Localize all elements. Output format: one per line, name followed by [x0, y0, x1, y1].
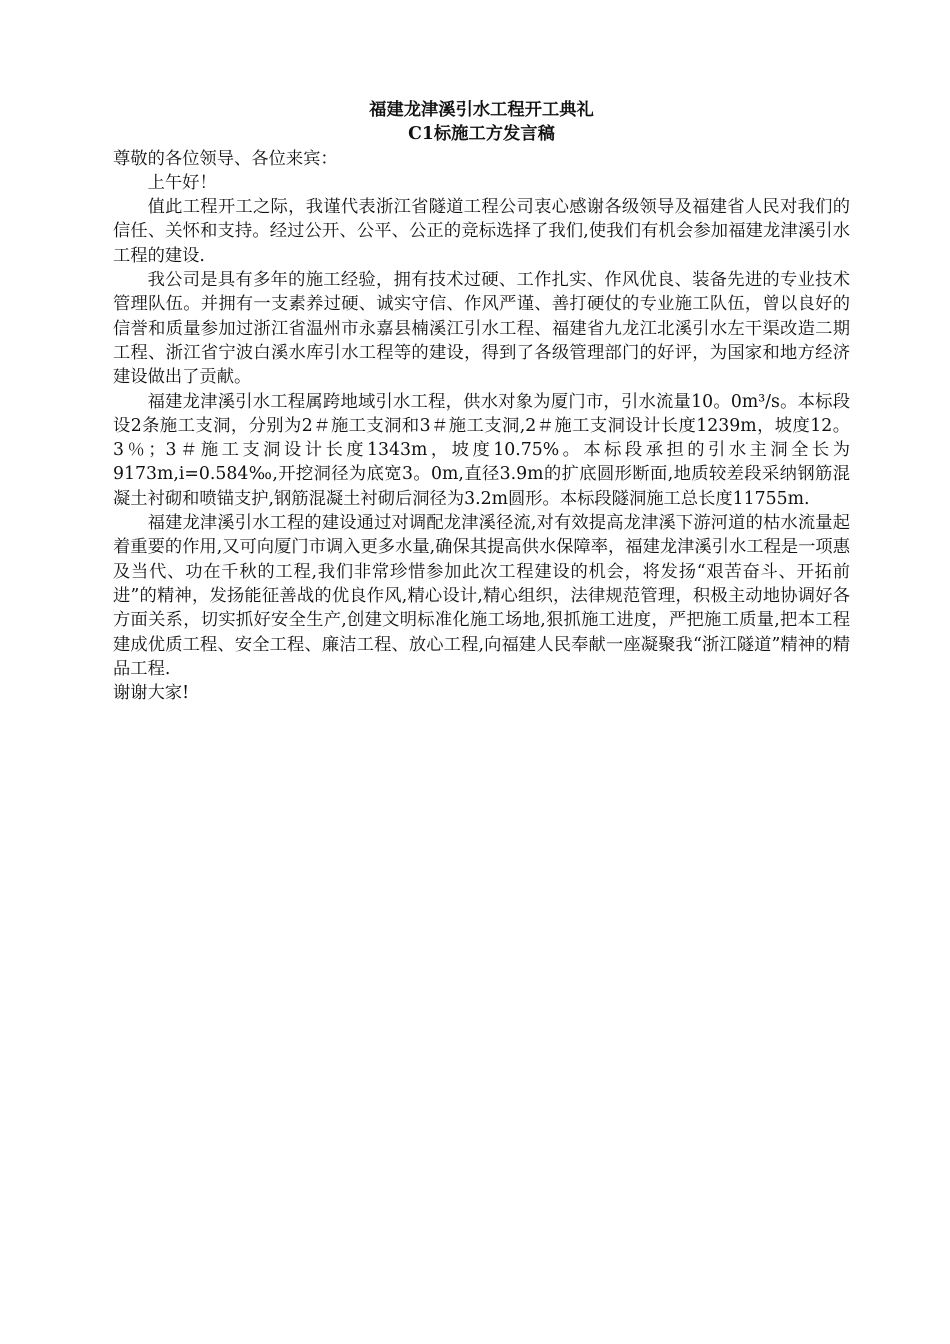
salutation: 尊敬的各位领导、各位来宾： — [113, 148, 338, 169]
greeting: 上午好！ — [147, 172, 217, 193]
closing: 谢谢大家! — [113, 683, 190, 704]
paragraph: 值此工程开工之际，我谨代表浙江省隧道工程公司衷心感谢各级领导及福建省人民对我们的信任、关怀和支持。经过公开、公平、公正的竞标选择了我们,使我们有机会参加福建龙津溪引水工程的建设. — [113, 197, 850, 266]
paragraph: 福建龙津溪引水工程属跨地域引水工程，供水对象为厦门市，引水流量10。0m³/s。本标段设2条施工支洞，分别为2＃施工支洞和3＃施工支洞,2＃施工支洞设计长度1239m，坡度12。3％；3＃施工支洞设计长度1343m，坡度10.75%。本标段承担的引水主洞全长为9173m,i=0.584‰,开挖洞径为底宽3。0m,直径3.9m的扩底圆形断面,地质较差段采纳钢筋混凝土衬砌和喷锚支护,钢筋混凝土衬砌后洞径为3.2m圆形。本标段隧洞施工总长度11755m. — [113, 391, 850, 509]
paragraph: 我公司是具有多年的施工经验，拥有技术过硬、工作扎实、作风优良、装备先进的专业技术管理队伍。并拥有一支素养过硬、诚实守信、作风严谨、善打硬仗的专业施工队伍，曾以良好的信誉和质量参加过浙江省温州市永嘉县楠溪江引水工程、福建省九龙江北溪引水左干渠改造二期工程、浙江省宁波白溪水库引水工程等的建设，得到了各级管理部门的好评，为国家和地方经济建设做出了贡献。 — [113, 270, 850, 388]
document-page — [113, 98, 850, 705]
paragraph: 福建龙津溪引水工程的建设通过对调配龙津溪径流,对有效提高龙津溪下游河道的枯水流量起着重要的作用,又可向厦门市调入更多水量,确保其提高供水保障率，福建龙津溪引水工程是一项惠及当代、功在千秋的工程,我们非常珍惜参加此次工程建设的机会，将发扬“艰苦奋斗、开拓前进”的精神，发扬能征善战的优良作风,精心设计,精心组织，法律规范管理，积极主动地协调好各方面关系，切实抓好安全生产,创建文明标准化施工场地,狠抓施工进度，严把施工质量,把本工程建成优质工程、安全工程、廉洁工程、放心工程,向福建人民奉献一座凝聚我“浙江隧道”精神的精品工程. — [113, 513, 850, 679]
document-subtitle: C1标施工方发言稿 — [408, 124, 555, 145]
document-title: 福建龙津溪引水工程开工典礼 — [369, 100, 594, 120]
